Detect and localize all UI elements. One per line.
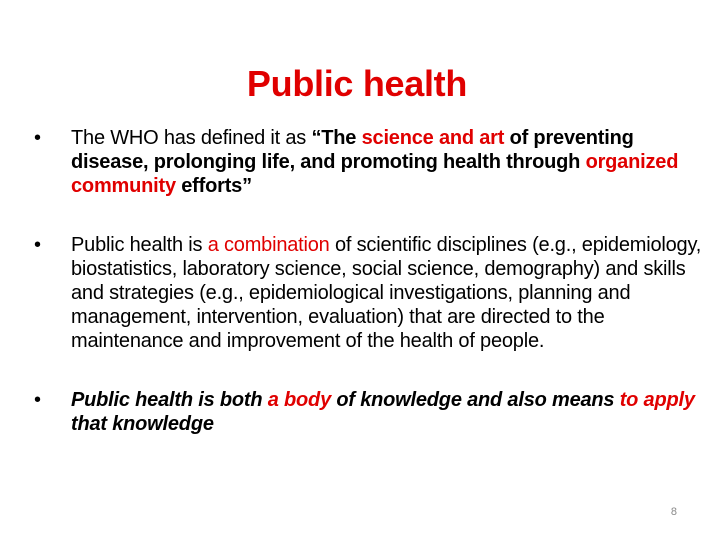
bullet-text: Public health is both xyxy=(71,389,268,411)
highlight-a-body: a body xyxy=(267,389,331,411)
highlight-organized-community: organized community xyxy=(71,151,679,197)
bullet-who-definition xyxy=(34,126,704,198)
bullet-text: that knowledge xyxy=(71,413,214,435)
bullet-combination xyxy=(34,233,704,353)
bullet-dot-icon: • xyxy=(34,234,41,256)
highlight-a-combination: a combination xyxy=(207,234,330,256)
highlight-science-and-art: science and art xyxy=(361,127,505,149)
bullet-list xyxy=(34,126,704,436)
bullet-dot-icon: • xyxy=(34,389,41,411)
highlight-to-apply: to apply xyxy=(619,389,695,411)
definition-end-text: efforts” xyxy=(175,175,252,197)
bullet-body-of-knowledge xyxy=(34,388,704,436)
bullet-text: Public health is xyxy=(71,234,208,256)
bullet-dot-icon: • xyxy=(34,127,41,149)
definition-text: of preventing disease, prolonging life, and promoting health through xyxy=(71,127,634,173)
quote-open-text: “The xyxy=(311,127,362,149)
slide-title: Public health xyxy=(246,63,468,104)
bullet-text: of scientific disciplines (e.g., epidemiology, biostatistics, laboratory science, social science, demography) and skills and strategies (e.g., epidemiological investigations, planning and management, intervention, evaluation) that are directed to the maintenance and improvement of the health of people. xyxy=(71,234,702,352)
bullet-text: The WHO has defined it as xyxy=(71,127,312,149)
page-number: 8 xyxy=(670,506,677,518)
bullet-text: of knowledge and also means xyxy=(331,389,620,411)
